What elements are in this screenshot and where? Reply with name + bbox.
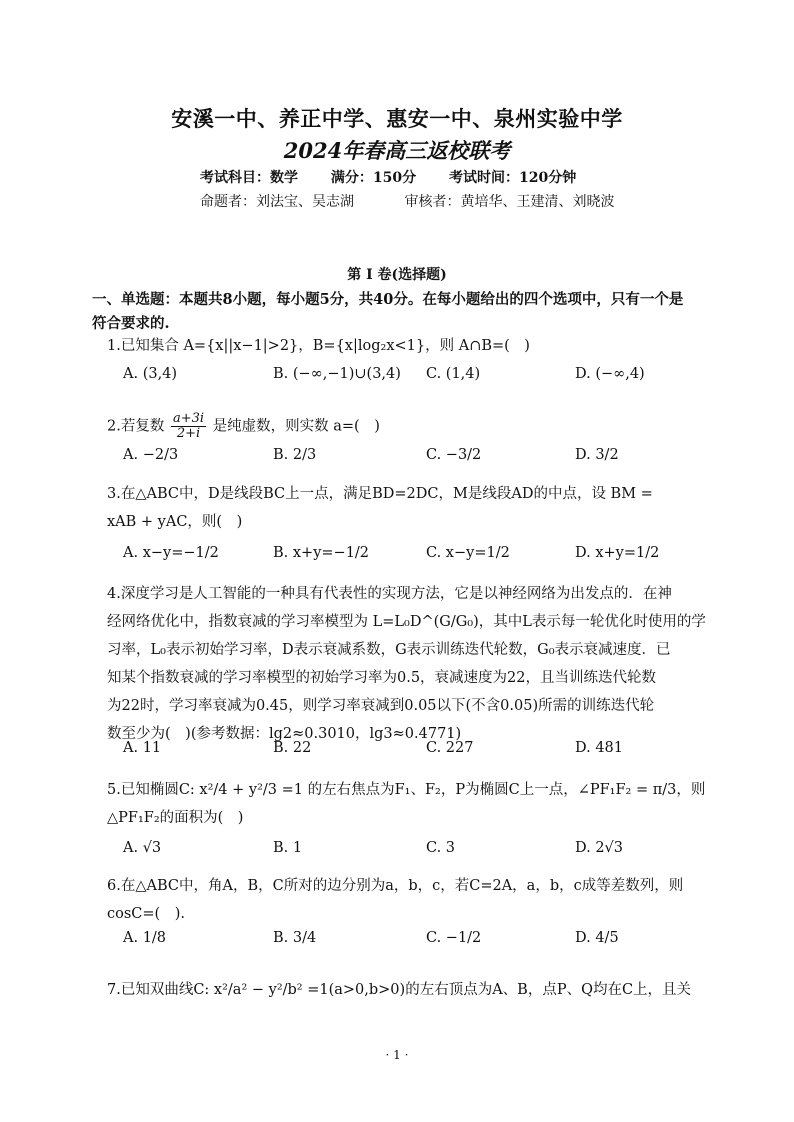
question-3-line1: 3.在△ABC中，D是线段BC上一点，满足BD=2DC，M是线段AD的中点，设 BM = [107,486,653,502]
option-b: B. (−∞,−1)∪(3,4) [273,366,401,382]
question-4-options [123,740,723,770]
section-heading-line1: 一、单选题：本题共8小题，每小题5分，共40分。在每小题给出的四个选项中，只有一个是 [92,291,684,308]
option-a: A. −2/3 [123,447,179,463]
question-2-suffix: 是纯虚数，则实数 a=( ) [212,418,380,435]
exam-full-score: 满分：150分 [330,170,417,186]
option-a: A. (3,4) [123,366,178,382]
volume-title: 第 I 卷(选择题) [347,267,447,283]
question-2-stem [107,412,725,441]
question-6-stem [107,872,725,928]
exam-subtitle: 2024年春高三返校联考 [283,138,511,163]
option-c: C. 3 [426,840,456,856]
option-b: B. 1 [273,840,303,856]
option-d: D. (−∞,4) [575,366,645,382]
question-3-options [123,545,723,575]
option-a: A. 1/8 [123,930,167,946]
option-b: B. 3/4 [273,930,317,946]
option-b: B. x+y=−1/2 [273,545,370,561]
exam-authors [200,191,660,211]
option-c: C. (1,4) [426,366,481,382]
exam-reviewers: 审核者：黄培华、王建清、刘晓波 [404,194,615,210]
question-5-line1: 5.已知椭圆C: x²/4 + y²/3 =1 的左右焦点为F₁、F₂，P为椭圆C上一点，∠PF₁F₂ = π/3，则 [107,782,706,798]
option-a: A. x−y=−1/2 [123,545,219,561]
question-5-line2: △PF₁F₂的面积为( ) [107,810,244,826]
question-2-prefix: 2.若复数 [107,418,165,435]
question-4-line6: 数至少为( )(参考数据：lg2≈0.3010，lg3≈0.4771) [107,726,462,742]
question-7-stem: 7.已知双曲线C: x²/a² − y²/b² =1(a>0,b>0)的左右顶点为A、B，点P、Q均在C上，且关 [107,982,692,998]
question-1-stem: 1.已知集合 A={x||x−1|>2}，B={x|log₂x<1}，则 A∩B=( ) [107,338,530,354]
option-c: C. x−y=1/2 [426,545,510,561]
option-a: A. √3 [123,840,162,856]
option-c: C. −1/2 [426,930,482,946]
option-d: D. 4/5 [575,930,619,946]
exam-setters: 命题者：刘法宝、吴志湖 [200,194,354,210]
question-6-options [123,930,723,960]
option-a: A. 11 [123,740,162,756]
option-d: D. 481 [575,740,624,756]
question-5-stem [107,776,725,832]
question-4-line3: 习率，L₀表示初始学习率，D表示衰减系数，G表示训练迭代轮数，G₀表示衰减速度．已 [107,642,671,658]
page-number: · 1 · [385,1048,409,1062]
question-4-line2: 经网络优化中，指数衰减的学习率模型为 L=L₀D^(G/G₀)，其中L表示每一轮优化时使用的学 [107,614,706,630]
fraction-denominator: 2+i [176,426,201,441]
option-b: B. 2/3 [273,447,317,463]
fraction-numerator: a+3i [172,411,205,426]
question-3-stem [107,480,725,536]
exam-title: 安溪一中、养正中学、惠安一中、泉州实验中学 [171,106,623,131]
question-2-options [123,447,723,477]
option-d: D. 2√3 [575,840,624,856]
section-heading-line2: 符合要求的. [92,315,170,332]
exam-meta [200,167,604,187]
question-4-stem [107,580,725,748]
option-b: B. 22 [273,740,312,756]
question-6-line2: cosC=( ). [107,906,185,922]
question-4-line1: 4.深度学习是人工智能的一种具有代表性的实现方法，它是以神经网络为出发点的．在神 [107,586,672,602]
option-c: C. −3/2 [426,447,482,463]
question-4-line5: 为22时，学习率衰减为0.45，则学习率衰减到0.05以下(不含0.05)所需的训练迭代轮 [107,698,655,714]
exam-subject: 考试科目：数学 [200,170,298,186]
question-1-options [123,366,723,396]
option-c: C. 227 [426,740,474,756]
question-4-line4: 知某个指数衰减的学习率模型的初始学习率为0.5，衰减速度为22，且当训练迭代轮数 [107,670,657,686]
question-6-line1: 6.在△ABC中，角A，B，C所对的边分别为a，b，c，若C=2A，a，b，c成等差数列，则 [107,878,684,894]
question-3-line2: xAB + yAC，则( ) [107,514,243,530]
exam-duration: 考试时间：120分钟 [448,170,577,186]
question-2-fraction [171,412,206,441]
question-5-options [123,840,723,870]
section-heading [92,288,722,336]
option-d: D. 3/2 [575,447,619,463]
option-d: D. x+y=1/2 [575,545,660,561]
